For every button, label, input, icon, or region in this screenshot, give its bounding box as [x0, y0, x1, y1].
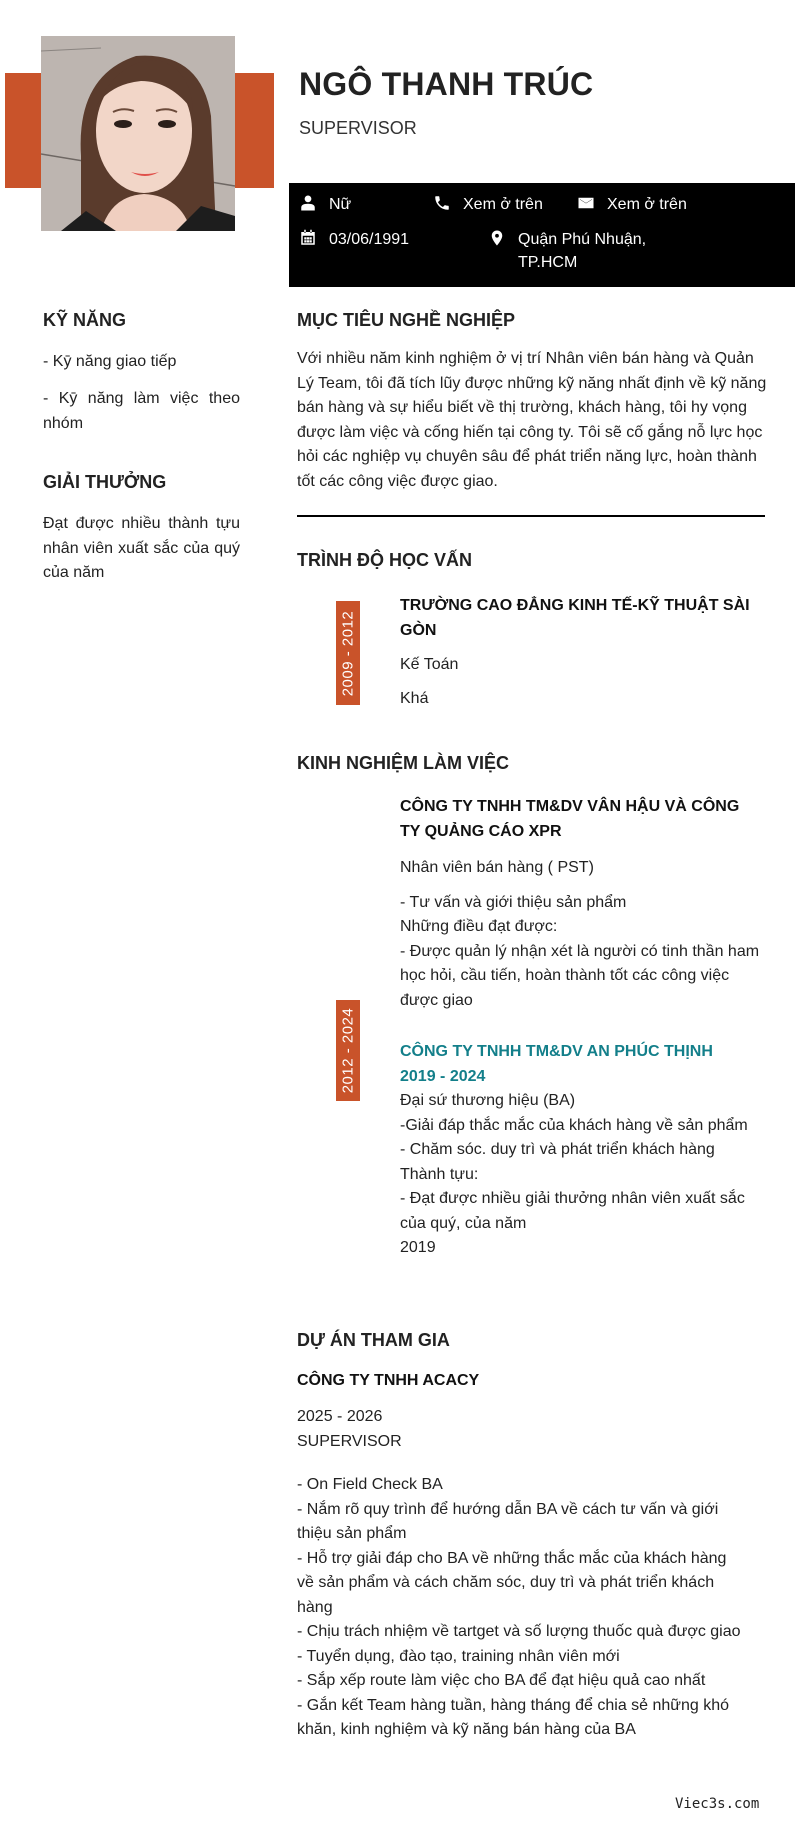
- projects-heading: DỰ ÁN THAM GIA: [297, 1330, 450, 1350]
- gender-value: Nữ: [329, 196, 352, 213]
- experience-period-badge: [336, 1000, 360, 1101]
- project-details: [297, 1473, 742, 1743]
- experience-entry: [400, 794, 760, 1013]
- contact-phone: [432, 193, 543, 216]
- job-detail-line: 2019: [400, 1239, 436, 1256]
- education-entry: [400, 593, 760, 711]
- contact-email: [576, 193, 687, 216]
- job-details: [400, 1089, 760, 1261]
- location-pin-icon: [487, 228, 507, 248]
- profile-photo: [41, 36, 235, 231]
- phone-icon: [432, 193, 452, 213]
- experience-entry: [400, 1039, 760, 1261]
- profile-photo-illustration: [41, 36, 235, 231]
- company-name: CÔNG TY TNHH TM&DV VÂN HẬU VÀ CÔNG TY QUẢNG CÁO XPR: [400, 798, 740, 840]
- awards-text: Đạt được nhiều thành tựu nhân viên xuất sắc của quý của năm: [43, 515, 240, 581]
- project-role: SUPERVISOR: [297, 1432, 402, 1450]
- project-detail-line: - On Field Check BA: [297, 1476, 443, 1493]
- awards-heading: GIẢI THƯỞNG: [43, 472, 167, 492]
- school-name: TRƯỜNG CAO ĐẲNG KINH TẾ-KỸ THUẬT SÀI GÒN: [400, 597, 750, 639]
- job-detail-line: - Chăm sóc. duy trì và phát triển khách hàng: [400, 1141, 715, 1158]
- education-heading: TRÌNH ĐỘ HỌC VẤN: [297, 550, 472, 570]
- job-detail-line: - Đạt được nhiều giải thưởng nhân viên xuất sắc của quý, của năm: [400, 1190, 745, 1232]
- objective-text: Với nhiều năm kinh nghiệm ở vị trí Nhân viên bán hàng và Quản Lý Team, tôi đã tích lũy được những kỹ năng nhất định về kỹ năng bán hàng và sự hiểu biết về thị trường, khách hàng, tôi hy vọng được làm việc và cống hiến tại công ty. Tôi sẽ cố gắng nỗ lực học hỏi các nghiệp vụ chuyên sâu để phát triển năng lực, hoàn thành tốt các công việc được giao.: [297, 350, 767, 490]
- section-divider: [297, 515, 765, 517]
- mail-icon: [576, 193, 596, 213]
- candidate-title: SUPERVISOR: [299, 118, 417, 138]
- email-value[interactable]: Xem ở trên: [607, 196, 687, 213]
- project-detail-line: - Tuyển dụng, đào tạo, training nhân viên mới: [297, 1647, 620, 1665]
- project-company: CÔNG TY TNHH ACACY: [297, 1372, 480, 1389]
- education-period: 2009 - 2012: [339, 610, 357, 696]
- address-line-2: TP.HCM: [518, 254, 578, 271]
- contact-address: [487, 228, 646, 274]
- job-detail-line: - Tư vấn và giới thiệu sản phẩm: [400, 893, 627, 911]
- project-entry: [297, 1368, 767, 1743]
- phone-value[interactable]: Xem ở trên: [463, 196, 543, 213]
- project-period: 2025 - 2026: [297, 1408, 383, 1425]
- birthday-value: 03/06/1991: [329, 231, 410, 248]
- company-period: 2019 - 2024: [400, 1068, 486, 1085]
- skills-heading: KỸ NĂNG: [43, 310, 127, 330]
- company-name: CÔNG TY TNHH TM&DV AN PHÚC THỊNH: [400, 1043, 713, 1060]
- objective-heading: MỤC TIÊU NGHỀ NGHIỆP: [297, 310, 516, 330]
- contact-info-box: [289, 183, 795, 287]
- project-detail-line: - Hỗ trợ giải đáp cho BA về những thắc mắc của khách hàng về sản phẩm và cách chăm sóc, duy trì và phát triển khách hàng: [297, 1549, 727, 1616]
- candidate-name: NGÔ THANH TRÚC: [299, 66, 594, 102]
- education-major: Kế Toán: [400, 656, 459, 673]
- job-detail-line: -Giải đáp thắc mắc của khách hàng về sản phẩm: [400, 1116, 748, 1134]
- job-position: Nhân viên bán hàng ( PST): [400, 859, 594, 876]
- project-detail-line: - Gắn kết Team hàng tuần, hàng tháng để chia sẻ những khó khăn, kinh nghiệm và kỹ năng bán hàng của BA: [297, 1696, 730, 1738]
- calendar-icon: [298, 228, 318, 248]
- user-icon: [298, 193, 318, 213]
- experience-period: 2012 - 2024: [339, 1007, 357, 1094]
- watermark: Viec3s.com: [675, 1796, 760, 1812]
- project-detail-line: - Chịu trách nhiệm về tartget và số lượng thuốc quà được giao: [297, 1623, 741, 1640]
- education-period-badge: [336, 601, 360, 705]
- job-detail-line: - Được quản lý nhận xét là người có tinh thần ham học hỏi, cầu tiến, hoàn thành tốt các công việc được giao: [400, 942, 760, 1009]
- project-detail-line: - Nắm rõ quy trình để hướng dẫn BA về cách tư vấn và giới thiệu sản phẩm: [297, 1500, 719, 1542]
- contact-birthday: [298, 228, 409, 251]
- job-detail-line: Thành tựu:: [400, 1165, 479, 1183]
- skill-item: - Kȳ năng làm việc theo nhóm: [43, 390, 240, 432]
- job-detail-line: Đại sứ thương hiệu (BA): [400, 1092, 576, 1109]
- experience-heading: KINH NGHIỆM LÀM VIỆC: [297, 753, 510, 773]
- address-line-1: Quận Phú Nhuận,: [518, 231, 647, 248]
- address-value: [518, 228, 646, 274]
- skill-item: - Kȳ năng giao tiếp: [43, 353, 177, 370]
- contact-gender: [298, 193, 351, 216]
- education-grade: Khá: [400, 689, 429, 707]
- job-detail-line: Những điều đạt được:: [400, 918, 558, 935]
- project-detail-line: - Sắp xếp route làm việc cho BA để đạt hiệu quả cao nhất: [297, 1672, 706, 1689]
- job-details: [400, 891, 760, 1014]
